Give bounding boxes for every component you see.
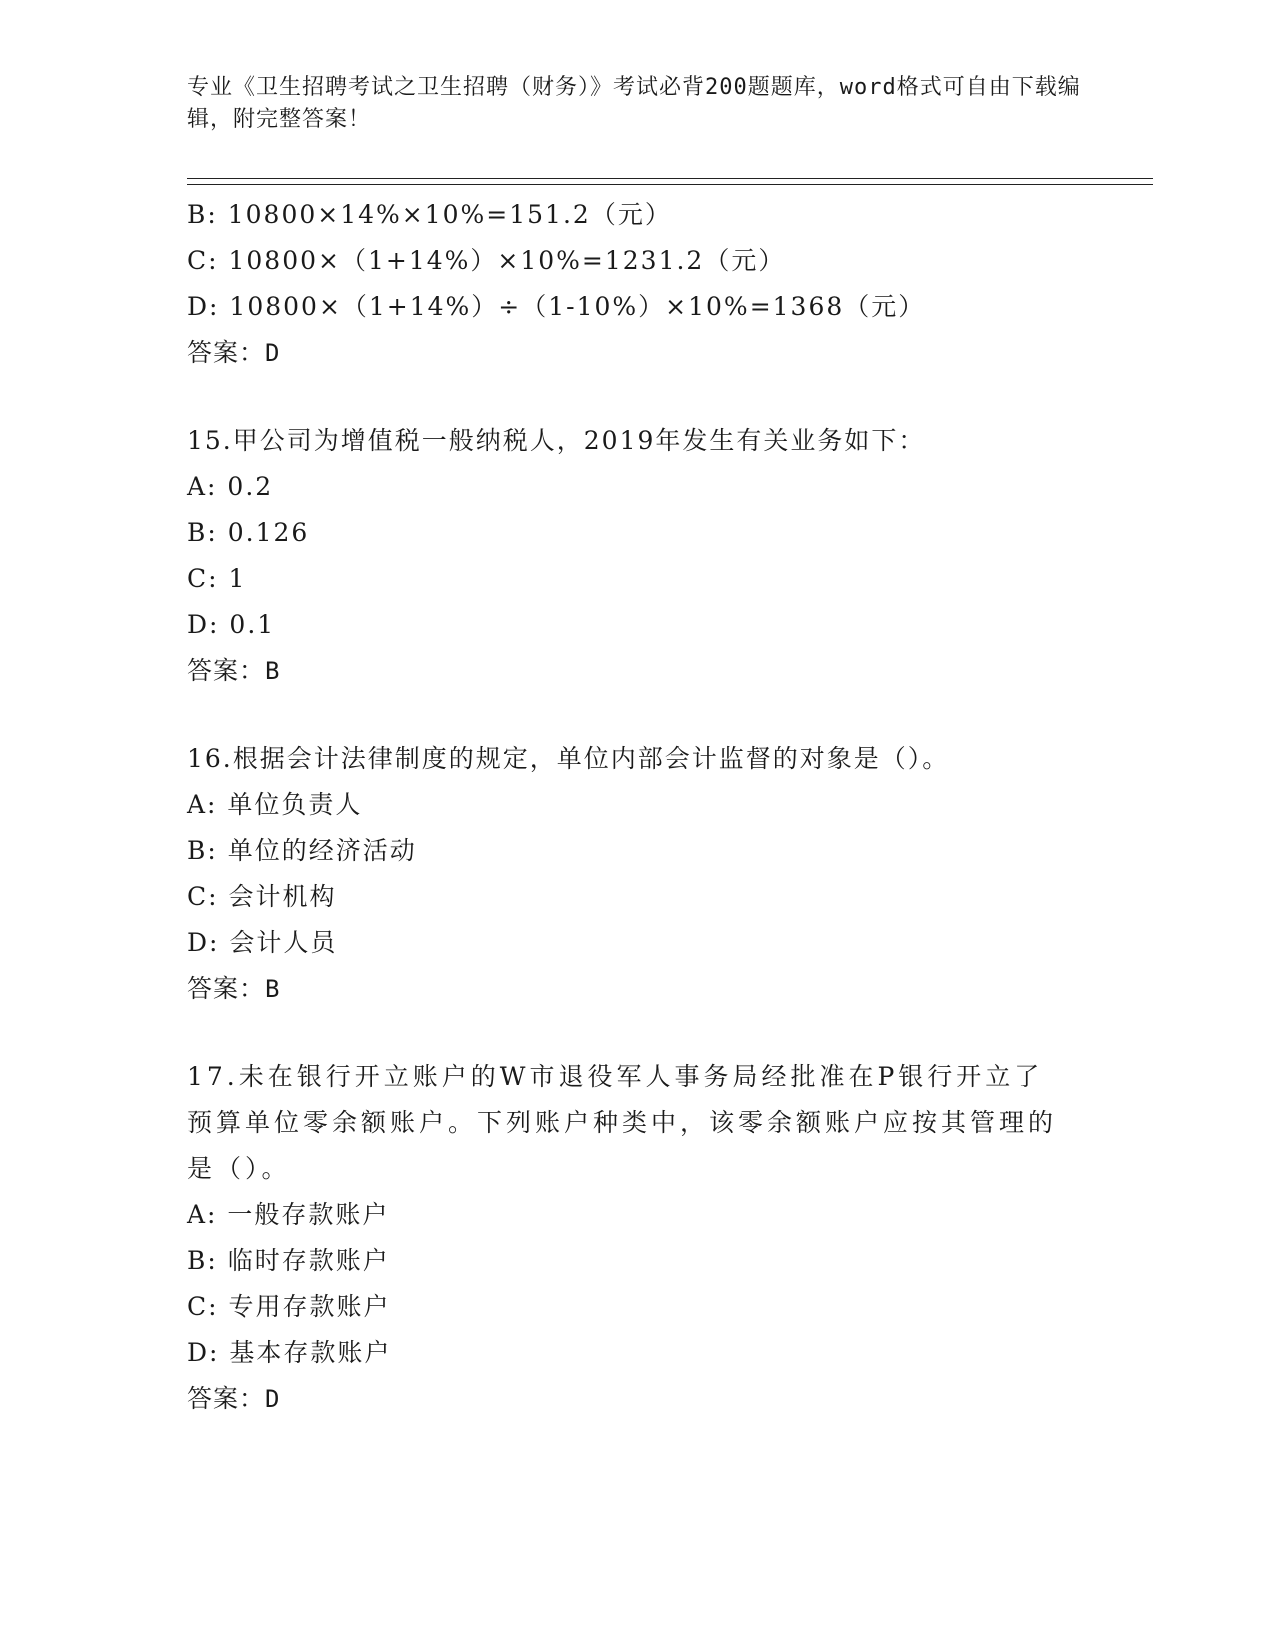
question-17-block	[187, 1054, 1087, 1422]
answer-line	[187, 330, 1087, 376]
option-b: B: 单位的经济活动	[187, 836, 417, 865]
option-a: A: 单位负责人	[187, 790, 363, 819]
option-c: C: 会计机构	[187, 882, 337, 911]
answer-value: B	[265, 975, 281, 1003]
option-a: A: 0.2	[187, 472, 274, 501]
question-14-block	[187, 192, 1087, 376]
option-c: C: 10800×（1+14%）×10%=1231.2（元）	[187, 246, 786, 275]
answer-value: D	[265, 1385, 281, 1413]
option-d: D: 0.1	[187, 610, 276, 639]
option-b: B: 临时存款账户	[187, 1246, 390, 1275]
answer-value: B	[265, 657, 281, 685]
option-c: C: 专用存款账户	[187, 1292, 391, 1321]
answer-label: 答案：	[187, 1384, 266, 1413]
header-divider-bottom	[187, 184, 1153, 185]
question-15-block	[187, 418, 1087, 694]
question-list	[187, 192, 1087, 1422]
document-header: 专业《卫生招聘考试之卫生招聘（财务）》考试必背200题题库，word格式可自由下载编辑，附完整答案！	[187, 75, 1081, 132]
question-text: 16.根据会计法律制度的规定，单位内部会计监督的对象是（）。	[187, 744, 950, 773]
answer-line	[187, 966, 1087, 1012]
question-text: 15.甲公司为增值税一般纳税人，2019年发生有关业务如下：	[187, 426, 926, 455]
question-16-block	[187, 736, 1087, 1012]
answer-value: D	[265, 339, 281, 367]
answer-label: 答案：	[187, 974, 266, 1003]
header-divider-top	[187, 178, 1153, 179]
option-d: D: 基本存款账户	[187, 1338, 392, 1367]
answer-line	[187, 648, 1087, 694]
answer-label: 答案：	[187, 656, 266, 685]
answer-line	[187, 1376, 1087, 1422]
option-d: D: 会计人员	[187, 928, 338, 957]
option-c: C: 1	[187, 564, 247, 593]
option-d: D: 10800×（1+14%）÷（1-10%）×10%=1368（元）	[187, 292, 926, 321]
option-b: B: 10800×14%×10%=151.2（元）	[187, 200, 672, 229]
question-text: 17.未在银行开立账户的W市退役军人事务局经批准在P银行开立了预算单位零余额账户。下列账户种类中，该零余额账户应按其管理的是（）。	[187, 1062, 1058, 1183]
option-b: B: 0.126	[187, 518, 310, 547]
answer-label: 答案：	[187, 338, 266, 367]
option-a: A: 一般存款账户	[187, 1200, 390, 1229]
